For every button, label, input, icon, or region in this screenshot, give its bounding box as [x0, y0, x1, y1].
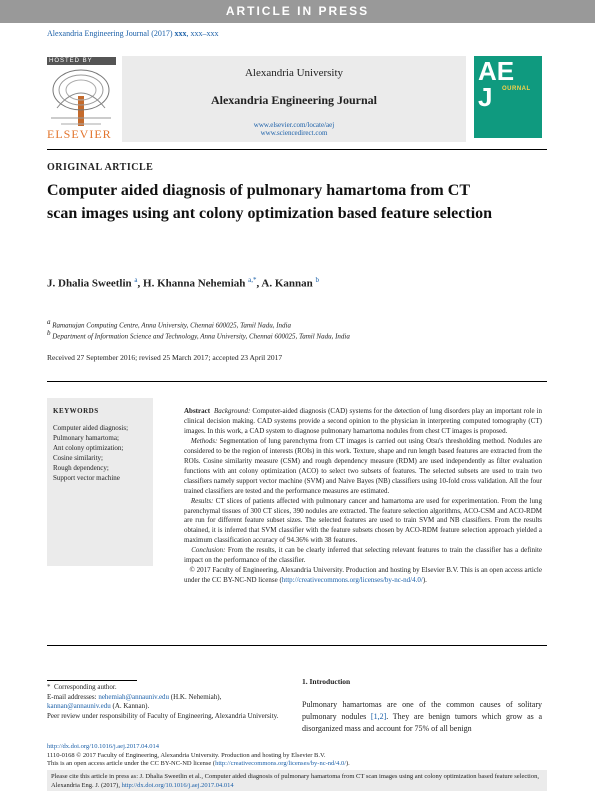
cover-journal-text: OURNAL	[502, 86, 531, 92]
issn-block	[47, 743, 547, 769]
journal-reference[interactable]	[47, 29, 219, 38]
corresponding-author-note: * Corresponding author.	[47, 683, 117, 691]
license-line: This is an open access article under the CC BY-NC-ND license (http://creativecommons.org/licenses/by-nc-nd/4.0/).	[47, 760, 350, 767]
keyword-item: Support vector machine	[53, 474, 120, 482]
cover-letters: AE J	[478, 56, 515, 112]
article-in-press-banner: ARTICLE IN PRESS	[0, 0, 595, 23]
issn-line: 1110-0168 © 2017 Faculty of Engineering, Alexandria University. Production and hosting by Elsevier B.V.	[47, 751, 326, 759]
footnotes	[47, 683, 282, 722]
journal-cover-image	[474, 56, 542, 138]
abstract-conclusion: Conclusion: From the results, it can be clearly inferred that selecting relevant features to train the classifier has a definite impact on the performance of the classifier.	[184, 546, 543, 565]
author-name: A. Kannan	[261, 277, 313, 290]
keyword-item: Ant colony optimization;	[53, 444, 124, 452]
keyword-item: Cosine similarity;	[53, 454, 103, 462]
license-link[interactable]: http://creativecommons.org/licenses/by-nc-nd/4.0/	[281, 576, 423, 585]
journal-ref-volume: xxx	[174, 29, 187, 38]
author-affiliation-link[interactable]: a,*	[248, 276, 257, 284]
email-addresses: E-mail addresses: nehemiah@annauniv.edu (H.K. Nehemiah), kannan@annauniv.edu (A. Kannan).	[47, 693, 222, 710]
introduction-heading: 1. Introduction	[302, 677, 351, 686]
doi-link[interactable]: http://dx.doi.org/10.1016/j.aej.2017.04.014	[47, 743, 160, 750]
abstract-bottom-divider	[47, 645, 547, 646]
keyword-item: Computer aided diagnosis;	[53, 424, 129, 432]
header-divider	[47, 149, 547, 150]
affiliation-a: $^a$ Ramanujan Computing Centre, Anna University, Chennai 600025, Tamil Nadu, India	[47, 318, 291, 330]
footnote-divider	[47, 680, 137, 681]
elsevier-tree-logo	[47, 68, 115, 128]
journal-name: Alexandria Engineering Journal	[210, 93, 377, 107]
peer-review-note: Peer review under responsibility of Faculty of Engineering, Alexandria University.	[47, 712, 279, 720]
author-affiliation-link[interactable]: b	[315, 276, 320, 284]
keyword-item: Rough dependency;	[53, 464, 109, 472]
article-title: Computer aided diagnosis of pulmonary hamartoma from CT scan images using ant colony optimization based feature selection	[47, 182, 493, 222]
keywords-list	[53, 423, 128, 483]
elsevier-wordmark: ELSEVIER	[47, 127, 112, 141]
journal-ref-pages: , xxx–xxx	[186, 29, 219, 38]
author-affiliation-link[interactable]: a	[134, 276, 138, 284]
author-list: J. Dhalia Sweetlin $^a$, H. Khanna Nehemiah $^{a,*}$, A. Kannan $^b$	[47, 276, 320, 290]
journal-ref-prefix: Alexandria Engineering Journal (2017)	[47, 29, 175, 38]
abstract	[184, 407, 542, 586]
license-link[interactable]: http://creativecommons.org/licenses/by-nc-nd/4.0/	[215, 760, 346, 767]
affiliation-b: $^b$ Department of Information Science and Technology, Anna University, Chennai 600025, Tamil Nadu, India	[47, 329, 350, 341]
author-name: J. Dhalia Sweetlin	[47, 277, 132, 290]
introduction-text: Pulmonary hamartomas are one of the common causes of solitary pulmonary nodules [1,2]. They are benign tumors which grow as a disorganized mass and account for 75% of all benign	[302, 700, 542, 733]
journal-url-link[interactable]: www.elsevier.com/locate/aej	[253, 121, 335, 129]
email-link[interactable]: nehemiah@annauniv.edu	[98, 693, 170, 701]
abstract-divider	[47, 381, 547, 382]
hosted-by-label: HOSTED BY	[47, 57, 116, 65]
abstract-methods: Methods: Segmentation of lung parenchyma from CT images is carried out using Otsu's thresholding method. Nodules are considered to be the region of interests (ROIs) in this work. Texture, shape and run length based features are extracted from the ROIs. Cosine similarity measure (CSM) and rough dependency measure (RDM) are used independently as filter evaluation functions with ant colony optimization (ACO) to select two subsets of features. The selected subsets are used to train two classifiers namely support vector machine (SVM) and Naive Bayes (NB) classifiers using 10-fold cross validation. All the four trained classifiers are tested and the performance measures are estimated.	[184, 436, 543, 495]
email-link[interactable]: kannan@annauniv.edu	[47, 702, 111, 710]
citation-box: Please cite this article in press as: J. Dhalia Sweetlin et al., Computer aided diagnosis of pulmonary hamartoma from CT scan images using ant colony optimization based feature selection, Alexandria Eng. J. (2017), http://dx.doi.org/10.1016/j.aej.2017.04.014	[47, 770, 547, 791]
university-name: Alexandria University	[244, 67, 344, 79]
citation-doi-link[interactable]: http://dx.doi.org/10.1016/j.aej.2017.04.014	[121, 782, 234, 789]
author-name: H. Khanna Nehemiah	[143, 277, 246, 290]
abstract-background: Abstract Background: Computer-aided diagnosis (CAD) systems for the detection of lung disorders play an important role in clinical decision making. CAD systems provide a second opinion to the physician in interpreting computed tomography (CT) images. In this work, a CAD system to diagnose pulmonary hamartoma nodules from chest CT images is proposed.	[184, 407, 542, 435]
received-dates: Received 27 September 2016; revised 25 March 2017; accepted 23 April 2017	[47, 353, 283, 362]
keyword-item: Pulmonary hamartoma;	[53, 434, 119, 442]
abstract-results: Results: CT slices of patients affected with pulmonary cancer and hamartoma are used for experimentation. From the lung parenchymal tissues of 300 CT slices, 390 nodules are extracted. The feature selection algorithms, ACO-CSM and ACO-RDM are run for different feature subset sizes. The selected features are used to train SVM and NB classifiers. From the results obtained, it is inferred that SVM classifier with the feature subsets chosen by ACO-RDM feature selection approach yielded a maximum classification accuracy of 94.36% with 38 features.	[184, 496, 543, 545]
abstract-copyright: © 2017 Faculty of Engineering, Alexandria University. Production and hosting by Elsevier B.V. This is an open access article under the CC BY-NC-ND license (http://creativecommons.org/licenses/by-nc-nd/4.0/).	[184, 566, 542, 585]
sciencedirect-url-link[interactable]: www.sciencedirect.com	[260, 129, 328, 137]
keywords-title: KEYWORDS	[53, 407, 99, 415]
reference-link[interactable]: [1,2]	[370, 712, 387, 721]
section-label: ORIGINAL ARTICLE	[47, 162, 154, 173]
